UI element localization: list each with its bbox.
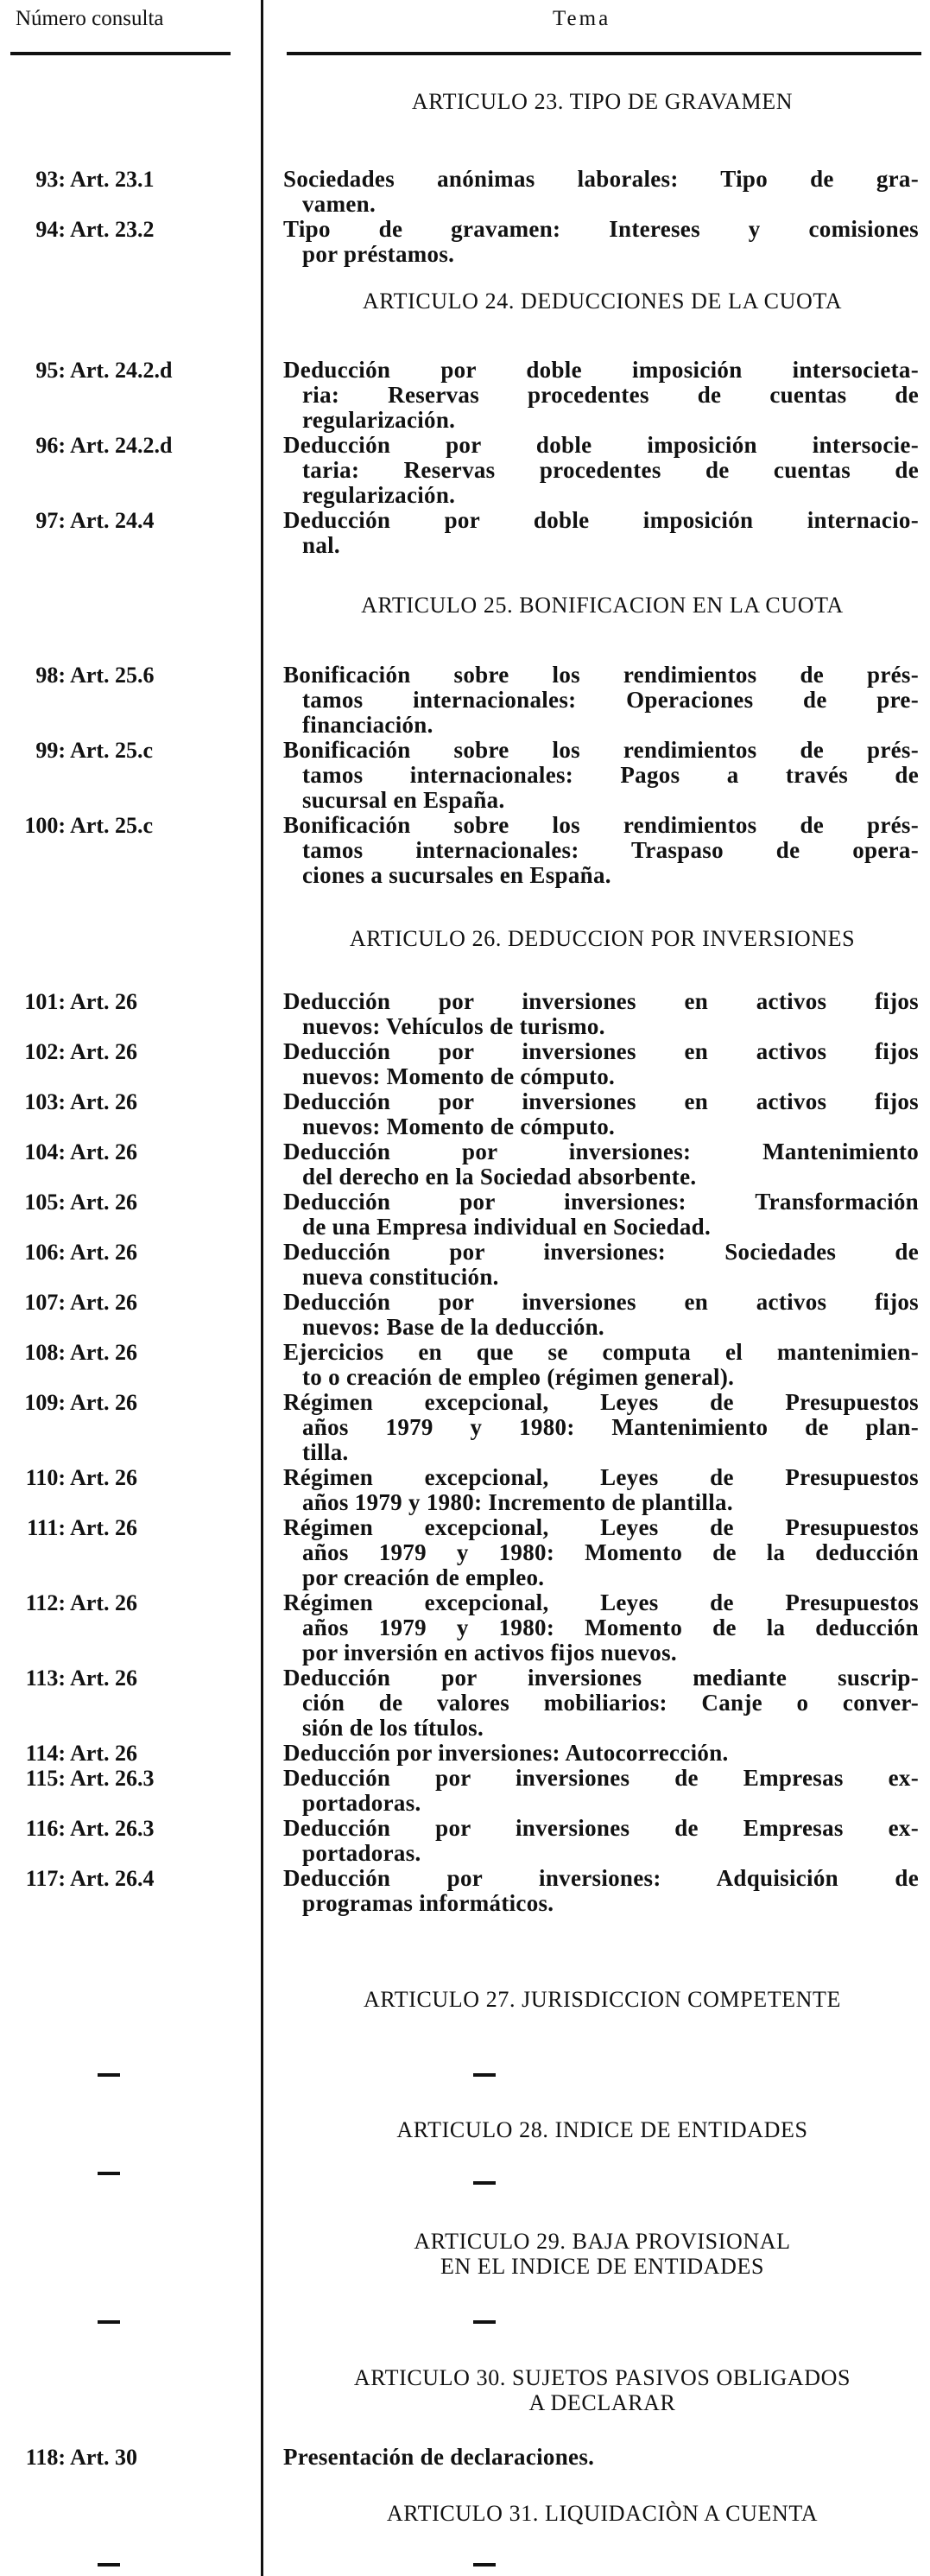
empty-entry-dash [98,2563,120,2566]
empty-entry-dash [473,2563,496,2566]
consulta-number [0,1340,250,1365]
article-ref: Art. 25.c [70,738,154,763]
header-rule-left [10,52,231,55]
entry-group [0,167,930,267]
consulta-id: 97: [35,508,66,533]
topic-line: Presentación de declaraciones. [283,2445,595,2470]
article-heading [285,2117,920,2142]
consulta-id: 96: [35,433,66,458]
article-ref: Art. 26 [70,989,138,1014]
empty-entry-dash [473,2073,496,2077]
article-ref: Art. 24.2.d [70,358,173,383]
topic-entry [283,508,919,558]
table-row [0,1190,930,1240]
topic-line: nuevos: Base de la deducción. [302,1315,604,1340]
consulta-id: 107: [24,1290,66,1315]
header-rule-right [287,52,921,55]
topic-line: Deducción por inversiones: Autocorrección. [283,1741,729,1766]
topic-line: nuevos: Vehículos de turismo. [302,1014,605,1039]
topic-entry [283,1866,919,1916]
consulta-number [0,1741,250,1766]
entry-group [0,2445,930,2470]
consulta-number [0,1290,250,1315]
topic-line: Sociedades anónimas laborales: Tipo de gra- [283,167,919,192]
consulta-number [0,813,250,838]
table-row [0,1666,930,1741]
topic-line: sucursal en España. [302,788,505,813]
article-ref: Art. 24.2.d [70,433,173,458]
topic-entry [283,217,919,267]
article-heading [285,289,920,314]
topic-line: Deducción por inversiones: Adquisición de [283,1866,919,1891]
article-ref: Art. 26 [70,1190,138,1215]
topic-line: Régimen excepcional, Leyes de Presupuestos [283,1390,919,1415]
topic-line: Deducción por inversiones en activos fijos [283,1290,919,1315]
topic-line: tamos internacionales: Pagos a través de [302,763,919,788]
consulta-number [0,358,250,383]
table-row [0,1741,930,1766]
article-heading [285,2365,920,2415]
table-row [0,1139,930,1190]
topic-line: años 1979 y 1980: Mantenimiento de plan- [302,1415,919,1440]
topic-line: tamos internacionales: Traspaso de opera- [302,838,919,863]
consulta-id: 115: [25,1766,66,1791]
table-row [0,1590,930,1666]
topic-line: Deducción por doble imposición intersocie- [283,433,919,458]
consulta-id: 110: [25,1465,66,1490]
consulta-number [0,1240,250,1265]
consulta-number [0,1190,250,1215]
table-row [0,1866,930,1916]
article-heading [285,89,920,114]
topic-entry [283,1766,919,1816]
topic-line: to o creación de empleo (régimen general). [302,1365,735,1390]
topic-entry [283,1190,919,1240]
consulta-id: 112: [25,1590,66,1615]
entry-group [0,989,930,1916]
article-heading-line: EN EL INDICE DE ENTIDADES [440,2254,765,2279]
article-ref: Art. 26 [70,1390,138,1415]
consulta-id: 106: [24,1240,66,1265]
table-row [0,217,930,267]
topic-line: nuevos: Momento de cómputo. [302,1114,616,1139]
topic-line: años 1979 y 1980: Momento de la deducción [302,1615,919,1640]
topic-entry [283,1240,919,1290]
entry-group [0,358,930,558]
article-heading [285,2501,920,2526]
topic-line: Deducción por inversiones en activos fijos [283,989,919,1014]
topic-line: por creación de empleo. [302,1565,545,1590]
topic-line: Deducción por inversiones en activos fijos [283,1039,919,1064]
table-row [0,1039,930,1089]
article-ref: Art. 26 [70,1590,138,1615]
article-heading-line: ARTICULO 27. JURISDICCION COMPETENTE [363,1987,842,2012]
topic-line: Deducción por doble imposición internacio- [283,508,919,533]
consulta-id: 114: [25,1741,66,1766]
empty-entry-dash [98,2073,120,2077]
article-ref: Art. 26 [70,1340,138,1365]
topic-entry [283,1390,919,1465]
topic-line: ción de valores mobiliarios: Canje o conver- [302,1691,919,1716]
topic-line: años 1979 y 1980: Incremento de plantilla. [302,1490,733,1515]
empty-entry-dash [473,2320,496,2324]
topic-line: nuevos: Momento de cómputo. [302,1064,616,1089]
consulta-number [0,1766,250,1791]
topic-entry [283,433,919,508]
table-row [0,1465,930,1515]
article-heading-line: ARTICULO 25. BONIFICACION EN LA CUOTA [361,593,844,618]
consulta-id: 101: [24,989,66,1014]
topic-entry [283,1039,919,1089]
table-row [0,433,930,508]
table-row [0,1390,930,1465]
topic-line: Tipo de gravamen: Intereses y comisiones [283,217,919,242]
consulta-id: 99: [35,738,66,763]
article-heading-line: ARTICULO 31. LIQUIDACIÒN A CUENTA [386,2501,819,2526]
article-ref: Art. 26.3 [70,1816,155,1841]
topic-entry [283,738,919,813]
topic-line: sión de los títulos. [302,1716,484,1741]
topic-entry [283,1465,919,1515]
table-row [0,2445,930,2470]
topic-line: tamos internacionales: Operaciones de pre- [302,688,919,713]
topic-line: taria: Reservas procedentes de cuentas de [302,458,919,483]
consulta-number [0,1866,250,1891]
topic-line: Régimen excepcional, Leyes de Presupuestos [283,1590,919,1615]
article-ref: Art. 24.4 [70,508,155,533]
topic-line: nal. [302,533,340,558]
entry-group [0,663,930,888]
article-heading [285,1987,920,2012]
article-heading [285,593,920,618]
topic-entry [283,1666,919,1741]
table-row [0,1340,930,1390]
topic-entry [283,358,919,433]
topic-line: Ejercicios en que se computa el mantenimien- [283,1340,919,1365]
article-ref: Art. 26.3 [70,1766,155,1791]
topic-line: de una Empresa individual en Sociedad. [302,1215,712,1240]
consulta-id: 118: [25,2445,66,2470]
article-heading-line: ARTICULO 24. DEDUCCIONES DE LA CUOTA [362,289,843,314]
table-row [0,1290,930,1340]
topic-entry [283,1340,919,1390]
topic-line: Deducción por inversiones de Empresas ex- [283,1816,919,1841]
topic-line: Deducción por doble imposición intersocieta- [283,358,919,383]
topic-line: del derecho en la Sociedad absorbente. [302,1164,697,1190]
topic-entry [283,1816,919,1866]
consulta-number [0,1139,250,1164]
consulta-number [0,1515,250,1540]
consulta-id: 93: [35,167,66,192]
article-ref: Art. 26 [70,1741,138,1766]
column-header-topic: Tema [553,7,611,30]
consulta-id: 117: [25,1866,66,1891]
consulta-number [0,167,250,192]
topic-entry [283,813,919,888]
consulta-id: 105: [24,1190,66,1215]
consulta-number [0,663,250,688]
topic-line: Bonificación sobre los rendimientos de prés- [283,663,919,688]
article-ref: Art. 25.6 [70,663,155,688]
table-row [0,738,930,813]
topic-entry [283,1290,919,1340]
topic-line: Deducción por inversiones de Empresas ex- [283,1766,919,1791]
article-ref: Art. 26 [70,1515,138,1540]
empty-entry-dash [98,2172,120,2175]
consulta-id: 109: [24,1390,66,1415]
consulta-number [0,1666,250,1691]
topic-line: Bonificación sobre los rendimientos de prés- [283,813,919,838]
topic-line: nueva constitución. [302,1265,499,1290]
consulta-id: 100: [24,813,66,838]
topic-line: ria: Reservas procedentes de cuentas de [302,383,919,408]
consulta-id: 103: [24,1089,66,1114]
topic-line: por préstamos. [302,242,455,267]
consulta-number [0,1089,250,1114]
article-ref: Art. 26 [70,1139,138,1164]
topic-line: Régimen excepcional, Leyes de Presupuestos [283,1465,919,1490]
article-heading-line: A DECLARAR [528,2390,676,2415]
consulta-number [0,738,250,763]
consulta-id: 95: [35,358,66,383]
consulta-number [0,1816,250,1841]
topic-line: años 1979 y 1980: Momento de la deducción [302,1540,919,1565]
table-row [0,508,930,558]
consulta-number [0,1390,250,1415]
topic-entry [283,989,919,1039]
table-row [0,1089,930,1139]
consulta-id: 111: [27,1515,66,1540]
consulta-id: 108: [24,1340,66,1365]
article-heading-line: ARTICULO 28. INDICE DE ENTIDADES [396,2117,808,2142]
consulta-number [0,508,250,533]
topic-line: portadoras. [302,1841,421,1866]
article-ref: Art. 30 [70,2445,138,2470]
topic-entry [283,663,919,738]
topic-line: Deducción por inversiones: Sociedades de [283,1240,919,1265]
article-ref: Art. 26 [70,1089,138,1114]
topic-entry [283,1515,919,1590]
topic-line: financiación. [302,713,433,738]
consulta-number [0,2445,250,2470]
article-ref: Art. 26 [70,1039,138,1064]
topic-line: regularización. [302,483,456,508]
topic-line: programas informáticos. [302,1891,554,1916]
article-heading-line: ARTICULO 30. SUJETOS PASIVOS OBLIGADOS [353,2365,851,2390]
table-row [0,1515,930,1590]
column-header-number: Número consulta [16,7,164,30]
article-heading [285,2229,920,2279]
consulta-number [0,1039,250,1064]
article-ref: Art. 26 [70,1465,138,1490]
topic-entry [283,1741,919,1766]
consulta-number [0,1465,250,1490]
article-heading-line: ARTICULO 29. BAJA PROVISIONAL [414,2229,791,2254]
topic-entry [283,1590,919,1666]
topic-line: ciones a sucursales en España. [302,863,611,888]
consulta-id: 98: [35,663,66,688]
article-heading [285,926,920,951]
consulta-id: 116: [25,1816,66,1841]
table-row [0,167,930,217]
topic-entry [283,1139,919,1190]
article-ref: Art. 25.c [70,813,154,838]
table-row [0,1240,930,1290]
topic-line: regularización. [302,408,456,433]
topic-line: Deducción por inversiones mediante suscrip- [283,1666,919,1691]
table-row [0,1766,930,1816]
empty-entry-dash [98,2320,120,2324]
topic-line: Deducción por inversiones: Mantenimiento [283,1139,919,1164]
topic-line: vamen. [302,192,376,217]
consulta-number [0,1590,250,1615]
topic-line: Deducción por inversiones: Transformación [283,1190,919,1215]
consulta-id: 102: [24,1039,66,1064]
consulta-number [0,989,250,1014]
empty-entry-dash [473,2181,496,2185]
article-heading-line: ARTICULO 23. TIPO DE GRAVAMEN [411,89,794,114]
article-ref: Art. 26 [70,1240,138,1265]
table-row [0,989,930,1039]
consulta-id: 104: [24,1139,66,1164]
topic-entry [283,2445,919,2470]
consulta-id: 113: [25,1666,66,1691]
table-row [0,358,930,433]
topic-entry [283,167,919,217]
consulta-number [0,433,250,458]
topic-line: Deducción por inversiones en activos fijos [283,1089,919,1114]
topic-line: Bonificación sobre los rendimientos de prés- [283,738,919,763]
article-heading-line: ARTICULO 26. DEDUCCION POR INVERSIONES [349,926,856,951]
article-ref: Art. 23.2 [70,217,155,242]
consulta-id: 94: [35,217,66,242]
topic-line: por inversión en activos fijos nuevos. [302,1640,677,1666]
consulta-number [0,217,250,242]
table-row [0,663,930,738]
topic-line: Régimen excepcional, Leyes de Presupuestos [283,1515,919,1540]
article-ref: Art. 26 [70,1666,138,1691]
table-row [0,813,930,888]
topic-line: tilla. [302,1440,349,1465]
table-row [0,1816,930,1866]
article-ref: Art. 26.4 [70,1866,155,1891]
topic-entry [283,1089,919,1139]
article-ref: Art. 23.1 [70,167,155,192]
article-ref: Art. 26 [70,1290,138,1315]
topic-line: portadoras. [302,1791,421,1816]
